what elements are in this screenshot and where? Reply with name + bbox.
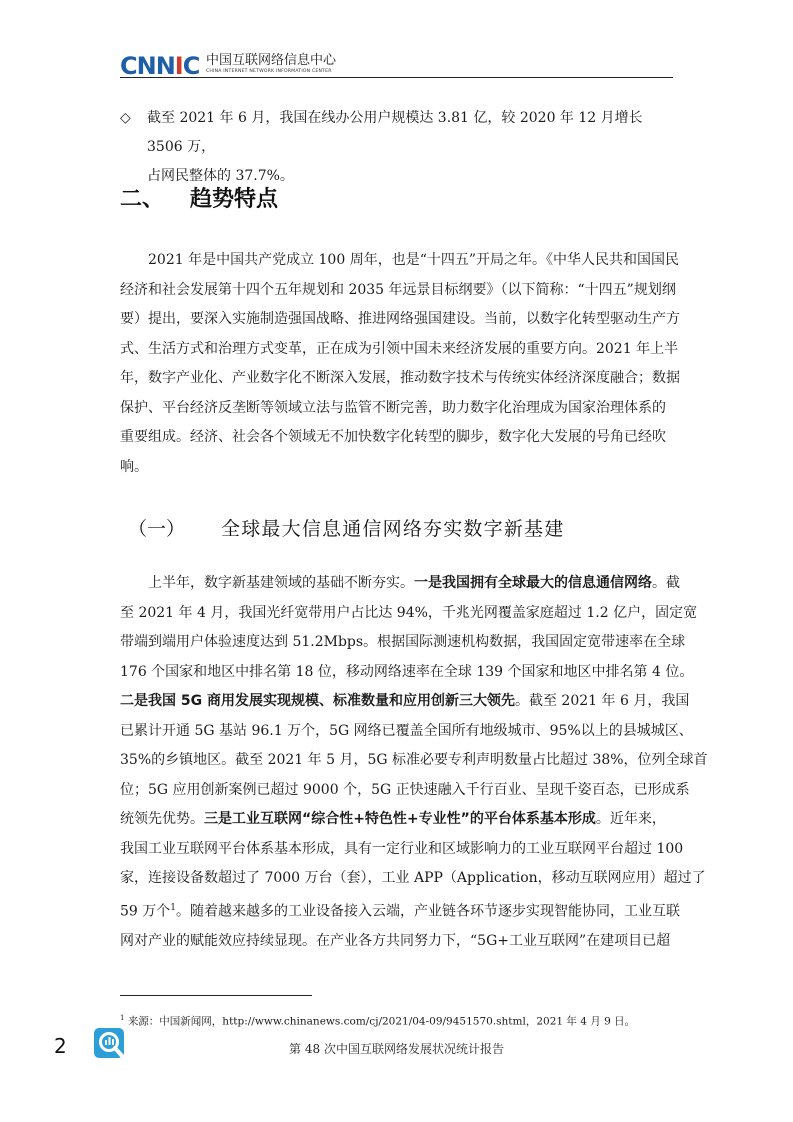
body-line: 二是我国 5G 商用发展实现规模、标准数量和应用创新三大领先。截至 2021 年 6 月，我国 — [120, 693, 690, 709]
org-name-en: CHINA INTERNET NETWORK INFORMATION CENTER — [206, 69, 332, 74]
body-line: 带端到端用户体验速度达到 51.2Mbps。根据国际测速机构数据，我国固定宽带速率在全球 — [120, 634, 686, 650]
subsection-title: 全球最大信息通信网络夯实数字新基建 — [221, 518, 565, 540]
body-line: 上半年，数字新基建领域的基础不断夯实。一是我国拥有全球最大的信息通信网络。截 — [148, 575, 680, 591]
section-heading — [120, 183, 278, 217]
subsection-number: （一） — [128, 518, 186, 540]
subsection-heading — [128, 512, 564, 546]
body-line: 家，连接设备数超过了 7000 万台（套），工业 APP（Application，移动互联网应用）超过了 — [120, 870, 706, 886]
intro-line: 经济和社会发展第十四个五年规划和 2035 年远景目标纲要》（以下简称：“十四五”规划纲 — [120, 281, 676, 298]
body-line: 我国工业互联网平台体系基本形成，具有一定行业和区域影响力的工业互联网平台超过 100 — [120, 840, 684, 857]
body-line: 已累计开通 5G 基站 96.1 万个，5G 网络已覆盖全国所有地级城市、95%以上的县城城区、 — [120, 722, 693, 739]
body-line: 统领先优势。三是工业互联网“综合性+特色性+专业性”的平台体系基本形成。近年来， — [120, 811, 666, 827]
intro-line: 2021 年是中国共产党成立 100 周年，也是“十四五”开局之年。《中华人民共和国国民 — [148, 252, 680, 268]
page-number: 2 — [54, 1034, 67, 1058]
footnote-marker: 1 — [120, 1014, 125, 1022]
body-line: 至 2021 年 4 月，我国光纤宽带用户占比达 94%，千兆光网覆盖家庭超过 1.2 亿户，固定宽 — [120, 604, 698, 621]
highlight-text: 一是我国拥有全球最大的信息通信网络 — [414, 575, 652, 591]
intro-line: 式、生活方式和治理方式变革，正在成为引领中国未来经济发展的重要方向。2021 年上半 — [120, 340, 679, 357]
highlight-text: 三是工业互联网“综合性+特色性+专业性”的平台体系基本形成 — [204, 811, 596, 827]
intro-paragraph — [120, 246, 680, 482]
section-number: 二、 — [120, 187, 165, 212]
section-title: 趋势特点 — [190, 187, 279, 212]
cnnic-logo: CNNIC — [120, 52, 200, 80]
diamond-bullet-icon: ◇ — [120, 110, 131, 126]
body-line: 位；5G 应用创新案例已超过 9000 个，5G 正快速融入千行百业、呈现千姿百态，已形成系 — [120, 781, 690, 798]
footnote-rule — [120, 995, 312, 996]
intro-line: 保护、平台经济反垄断等领域立法与监管不断完善，助力数字化治理成为国家治理体系的 — [120, 399, 666, 416]
intro-line: 年，数字产业化、产业数字化不断深入发展，推动数字技术与传统实体经济深度融合；数据 — [120, 370, 680, 386]
header-rule — [120, 77, 673, 78]
footnote — [120, 1010, 635, 1030]
body-line: 网对产业的赋能效应持续显现。在产业各方共同努力下，“5G+工业互联网”在建项目已超 — [120, 932, 671, 949]
body-line: 176 个国家和地区中排名第 18 位，移动网络速率在全球 139 个国家和地区中排名第 4 位。 — [120, 663, 694, 680]
intro-line: 要）提出，要深入实施制造强国战略、推进网络强国建设。当前，以数字化转型驱动生产方 — [120, 311, 680, 327]
highlight-text: 二是我国 5G 商用发展实现规模、标准数量和应用创新三大领先 — [120, 693, 515, 709]
body-line: 59 万个$^1$。随着越来越多的工业设备接入云端，产业链各环节逐步实现智能协同，工业互联 — [120, 902, 680, 920]
bullet-item — [120, 104, 675, 191]
body-paragraph — [120, 569, 708, 956]
bullet-line-1: 截至 2021 年 6 月，我国在线办公用户规模达 3.81 亿，较 2020 年 12 月增长 3506 万， — [147, 110, 643, 155]
footer-report-title: 第 48 次中国互联网络发展状况统计报告 — [289, 1042, 504, 1056]
org-name: 中国互联网络信息中心 — [206, 53, 337, 68]
footnote-text: 来源：中国新闻网，http://www.chinanews.com/cj/2021/04-09/9451570.shtml，2021 年 4 月 9 日。 — [127, 1015, 636, 1028]
body-line: 35%的乡镇地区。截至 2021 年 5 月，5G 标准必要专利声明数量占比超过 38%，位列全球首 — [120, 752, 708, 768]
intro-line: 重要组成。经济、社会各个领域无不加快数字化转型的脚步，数字化大发展的号角已经吹 — [120, 429, 666, 445]
intro-line: 响。 — [120, 458, 148, 475]
footnote-ref[interactable]: 1 — [170, 902, 176, 913]
bullet-line-2: 占网民整体的 37.7%。 — [147, 168, 294, 184]
